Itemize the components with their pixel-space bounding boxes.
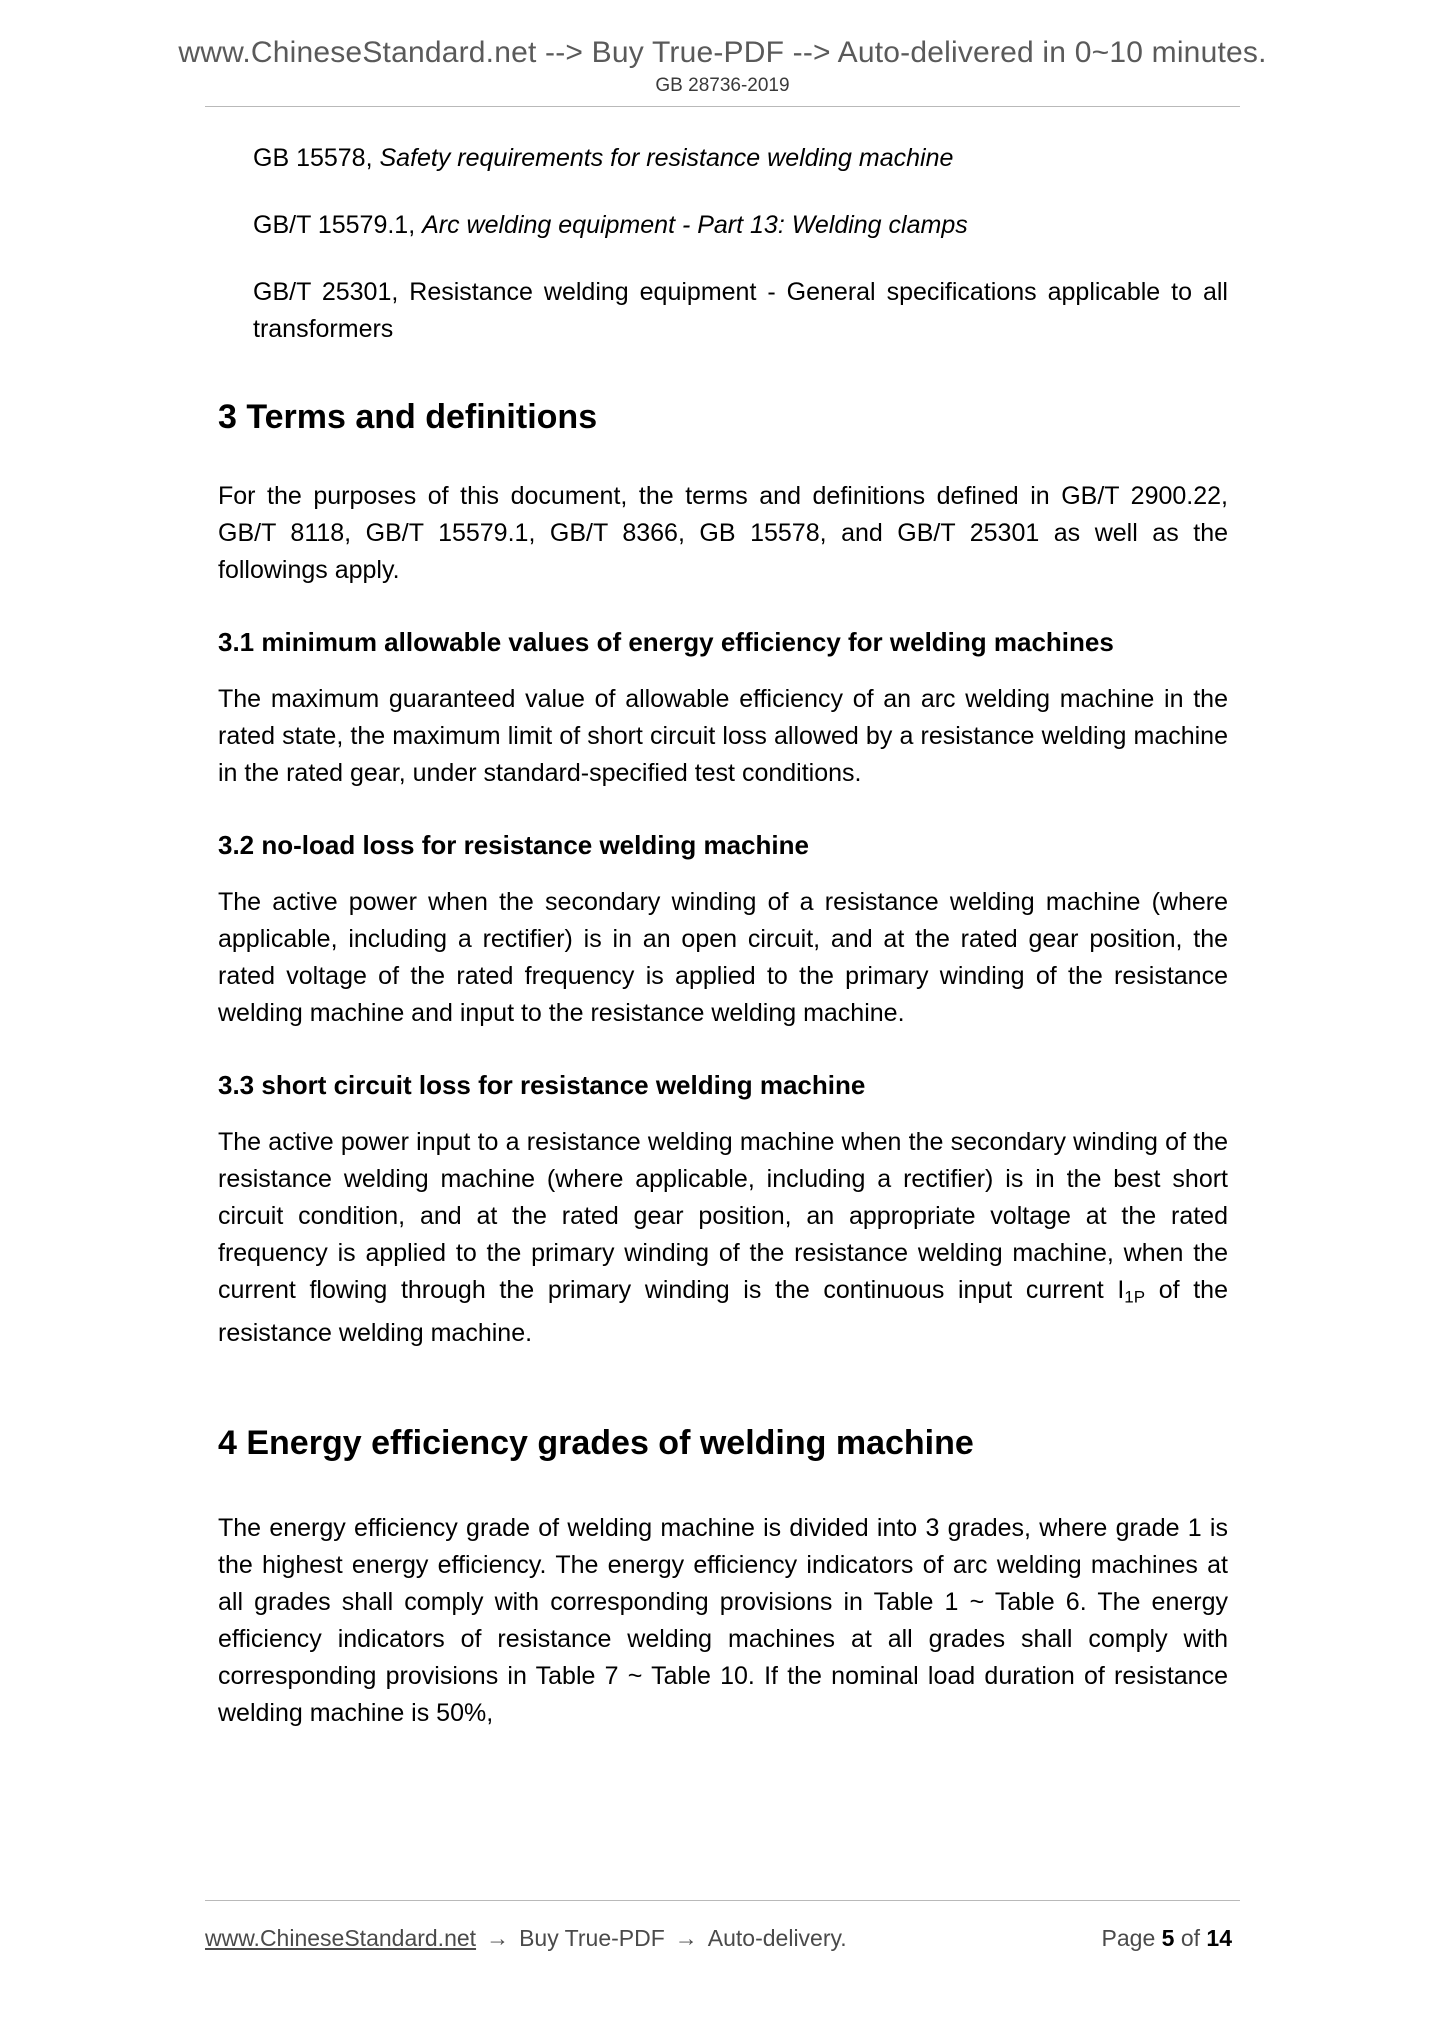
footer-buy-label: Buy True-PDF	[519, 1925, 665, 1951]
footer-site-link[interactable]: www.ChineseStandard.net	[205, 1925, 477, 1951]
page-label: Page	[1101, 1925, 1156, 1951]
footer-divider	[205, 1900, 1240, 1901]
arrow-right-icon: →	[674, 1925, 698, 1951]
footer-delivery-label: Auto-delivery.	[707, 1925, 847, 1951]
reference-code: GB/T 15579.1,	[253, 211, 423, 239]
terms-intro-paragraph: For the purposes of this document, the terms and definitions defined in GB/T 2900.22, GB/T 8118, GB/T 15579.1, GB/T 8366, GB 15578, and GB/T 25301 as well as the followings apply.	[218, 482, 1228, 584]
subsection-body-3-3	[218, 1124, 1228, 1352]
document-content	[218, 140, 1228, 1732]
reference-title: Safety requirements for resistance welding machine	[379, 144, 954, 172]
reference-title: Arc welding equipment - Part 13: Welding clamps	[422, 211, 968, 239]
footer-promo	[205, 1925, 847, 1952]
page-number-indicator	[1102, 1925, 1232, 1952]
grades-body-paragraph: The energy efficiency grade of welding machine is divided into 3 grades, where grade 1 is the highest energy efficiency. The energy efficiency indicators of arc welding machines at all grades shall comply with corresponding provisions in Table 1 ~ Table 6. The energy efficiency indicators of resistance welding machines at all grades shall comply with corresponding provisions in Table 7 ~ Table 10. If the nominal load duration of resistance welding machine is 50%,	[218, 1514, 1228, 1728]
section-heading-grades: 4 Energy efficiency grades of welding machine	[218, 1424, 974, 1463]
subscript-1p: 1P	[1124, 1287, 1146, 1307]
reference-code: GB/T 25301,	[253, 278, 410, 306]
section-heading-terms: 3 Terms and definitions	[218, 398, 598, 436]
reference-item	[253, 140, 1228, 177]
page-of-label: of	[1180, 1925, 1201, 1951]
subsection-heading-3-3: 3.3 short circuit loss for resistance welding machine	[218, 1070, 866, 1100]
page-current: 5	[1161, 1925, 1175, 1951]
arrow-right-icon: →	[486, 1925, 510, 1951]
subsection-body-3-3-part1: The active power input to a resistance welding machine when the secondary winding of the resistance welding machine (where applicable, including a rectifier) is in the best short circuit condition, and at the rated gear position, an appropriate voltage at the rated frequency is applied to the primary winding of the resistance welding machine, when the current flowing through the primary winding is the continuous input current I	[218, 1128, 1228, 1304]
subsection-body-3-1: The maximum guaranteed value of allowable efficiency of an arc welding machine in the rated state, the maximum limit of short circuit loss allowed by a resistance welding machine in the rated gear, under standard-specified test conditions.	[218, 685, 1228, 787]
reference-item	[253, 274, 1228, 348]
header-divider	[205, 106, 1240, 107]
page-footer	[205, 1925, 1240, 1952]
reference-code: GB 15578,	[253, 144, 380, 172]
watermark-banner: www.ChineseStandard.net --> Buy True-PDF --> Auto-delivered in 0~10 minutes.	[178, 36, 1267, 69]
page-total: 14	[1206, 1925, 1232, 1951]
subsection-heading-3-1: 3.1 minimum allowable values of energy efficiency for welding machines	[218, 627, 1114, 657]
subsection-heading-3-2: 3.2 no-load loss for resistance welding machine	[218, 830, 809, 860]
header-standard-number: GB 28736-2019	[655, 75, 790, 96]
reference-title: Resistance welding equipment - General specifications applicable to all transformers	[253, 278, 1228, 343]
subsection-body-3-2: The active power when the secondary winding of a resistance welding machine (where applicable, including a rectifier) is in an open circuit, and at the rated gear position, the rated voltage of the rated frequency is applied to the primary winding of the resistance welding machine and input to the resistance welding machine.	[218, 888, 1228, 1027]
reference-item	[253, 207, 1228, 244]
subsection-body-3-3-part2: of the resistance welding machine.	[218, 1276, 1228, 1348]
